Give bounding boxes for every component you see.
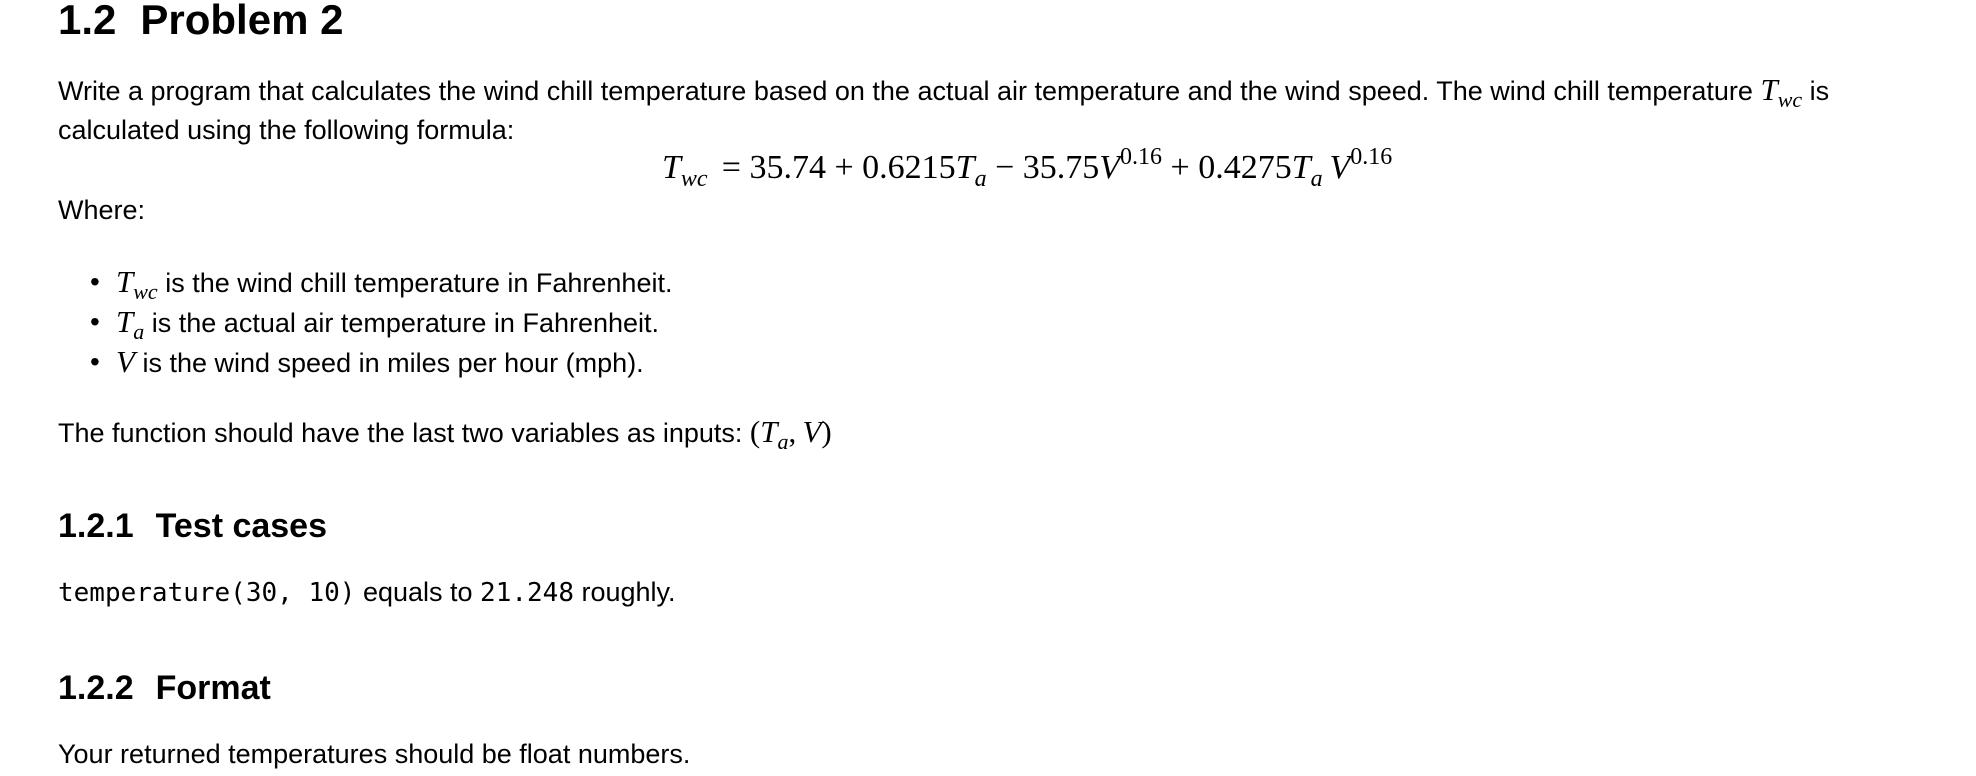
math-twc: $T_{wc}$ (1760, 72, 1803, 112)
bullet-icon: • (90, 346, 100, 377)
intro-line-2: calculated using the following formula: (58, 115, 515, 145)
test-case-suffix: roughly. (581, 577, 676, 607)
section-heading-problem-2 (58, 0, 343, 44)
inputs-sentence (58, 412, 832, 453)
bullet-icon: • (90, 266, 100, 297)
expected-value: 21.248 (480, 578, 574, 608)
intro-line-1 (58, 70, 1829, 111)
code-snippet: temperature(30, 10) (58, 578, 356, 608)
list-item (58, 342, 672, 382)
list-item (58, 302, 672, 342)
test-case-text: equals to (362, 577, 473, 607)
math-var: V (116, 344, 135, 379)
subsection-number: 1.2.2 (58, 669, 134, 707)
subsection-heading-test-cases (58, 506, 327, 546)
wind-chill-formula: $T_{wc}$ = $35.74 + 0.6215T_a - 35.75V^{0.16} + 0.4275T_a$ $V^{0.16}$ (662, 144, 1393, 192)
math-inputs: ($T_a$, V) (749, 414, 832, 454)
variable-definitions-list (58, 262, 672, 382)
definition-text: is the actual air temperature in Fahrenheit. (151, 308, 660, 338)
format-text: Your returned temperatures should be float numbers. (58, 739, 691, 769)
where-label: Where: (58, 195, 146, 225)
subsection-title: Test cases (155, 507, 328, 545)
intro-suffix: is (1809, 76, 1830, 106)
section-title: Problem 2 (140, 0, 344, 43)
bullet-icon: • (90, 306, 100, 337)
list-item (58, 262, 672, 302)
section-number: 1.2 (58, 0, 117, 43)
definition-text: is the wind chill temperature in Fahrenheit. (165, 268, 673, 298)
subsection-number: 1.2.1 (58, 507, 134, 545)
math-var: $T_{wc}$ (116, 264, 158, 304)
math-var: $T_a$ (116, 304, 145, 344)
test-case-line (58, 572, 676, 613)
intro-text: Write a program that calculates the wind chill temperature based on the actual air temperature and the wind speed. The wind chill temperature (58, 76, 1753, 106)
subsection-title: Format (155, 669, 271, 707)
definition-text: is the wind speed in miles per hour (mph). (142, 348, 644, 378)
inputs-text: The function should have the last two variables as inputs: (58, 418, 743, 448)
subsection-heading-format (58, 668, 271, 708)
